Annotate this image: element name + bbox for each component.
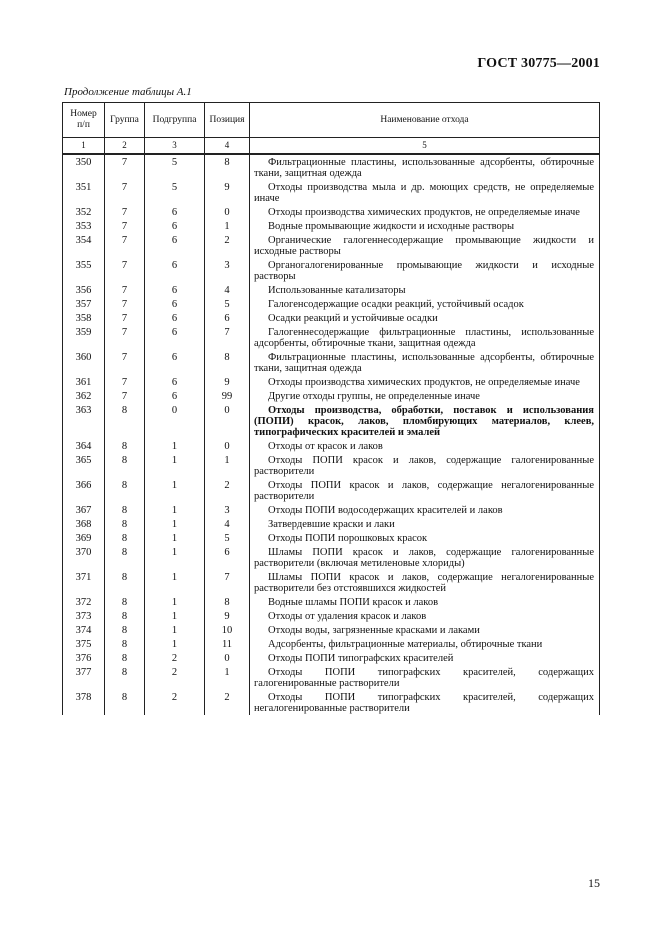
- table-row: [63, 665, 600, 690]
- row-group: 7: [105, 258, 145, 283]
- row-group: 7: [105, 311, 145, 325]
- row-number: 352: [63, 205, 105, 219]
- row-position: 8: [205, 154, 250, 180]
- row-number: 365: [63, 453, 105, 478]
- header-number: Номер п/п: [63, 103, 105, 138]
- row-subgroup: 1: [145, 545, 205, 570]
- row-subgroup: 6: [145, 350, 205, 375]
- table-row: [63, 570, 600, 595]
- row-number: 362: [63, 389, 105, 403]
- waste-table: [62, 102, 600, 715]
- row-subgroup: 5: [145, 154, 205, 180]
- column-number-5: 5: [250, 138, 600, 155]
- row-position: 10: [205, 623, 250, 637]
- row-subgroup: 5: [145, 180, 205, 205]
- row-waste-name: Осадки реакций и устойчивые осадки: [250, 311, 600, 325]
- row-number: 367: [63, 503, 105, 517]
- row-waste-name: Использованные катализаторы: [250, 283, 600, 297]
- row-position: 8: [205, 350, 250, 375]
- row-position: 1: [205, 665, 250, 690]
- row-position: 1: [205, 219, 250, 233]
- row-number: 355: [63, 258, 105, 283]
- column-number-3: 3: [145, 138, 205, 155]
- row-waste-name: Органогалогенированные промывающие жидкости и исходные растворы: [250, 258, 600, 283]
- row-subgroup: 1: [145, 595, 205, 609]
- column-number-4: 4: [205, 138, 250, 155]
- row-waste-name: Другие отходы группы, не определенные иначе: [250, 389, 600, 403]
- row-subgroup: 6: [145, 283, 205, 297]
- table-row: [63, 350, 600, 375]
- row-subgroup: 1: [145, 637, 205, 651]
- table-row: [63, 311, 600, 325]
- row-waste-name: Отходы ПОПИ типографских красителей: [250, 651, 600, 665]
- row-subgroup: 2: [145, 690, 205, 715]
- row-subgroup: 1: [145, 609, 205, 623]
- table-row: [63, 453, 600, 478]
- header-waste-name: Наименование отхода: [250, 103, 600, 138]
- table-caption: Продолжение таблицы А.1: [64, 86, 192, 98]
- row-waste-name: Отходы от красок и лаков: [250, 439, 600, 453]
- row-waste-name: Отходы ПОПИ водосодержащих красителей и лаков: [250, 503, 600, 517]
- row-position: 9: [205, 375, 250, 389]
- row-group: 7: [105, 219, 145, 233]
- row-number: 357: [63, 297, 105, 311]
- row-number: 373: [63, 609, 105, 623]
- row-subgroup: 0: [145, 403, 205, 439]
- row-subgroup: 1: [145, 478, 205, 503]
- row-waste-name: Водные промывающие жидкости и исходные растворы: [250, 219, 600, 233]
- row-group: 8: [105, 545, 145, 570]
- row-waste-name: Отходы ПОПИ порошковых красок: [250, 531, 600, 545]
- row-group: 8: [105, 439, 145, 453]
- row-group: 8: [105, 478, 145, 503]
- row-waste-name: Галогеннесодержащие фильтрационные пластины, использованные адсорбенты, обтирочные ткани, защитная одежда: [250, 325, 600, 350]
- row-position: 99: [205, 389, 250, 403]
- row-waste-name: Отходы производства химических продуктов, не определяемые иначе: [250, 375, 600, 389]
- table-column-numbers-row: [63, 138, 600, 155]
- row-group: 7: [105, 375, 145, 389]
- row-subgroup: 1: [145, 439, 205, 453]
- table-row: [63, 637, 600, 651]
- row-group: 7: [105, 154, 145, 180]
- row-position: 6: [205, 545, 250, 570]
- row-group: 8: [105, 651, 145, 665]
- row-waste-name: Галогенсодержащие осадки реакций, устойчивый осадок: [250, 297, 600, 311]
- table-row: [63, 180, 600, 205]
- row-waste-name: Адсорбенты, фильтрационные материалы, обтирочные ткани: [250, 637, 600, 651]
- row-position: 4: [205, 283, 250, 297]
- row-subgroup: 2: [145, 651, 205, 665]
- row-number: 370: [63, 545, 105, 570]
- table-row: [63, 503, 600, 517]
- row-waste-name: Отходы ПОПИ красок и лаков, содержащие галогенированные растворители: [250, 453, 600, 478]
- row-group: 8: [105, 609, 145, 623]
- row-position: 4: [205, 517, 250, 531]
- row-group: 8: [105, 517, 145, 531]
- row-waste-name: Отходы производства химических продуктов, не определяемые иначе: [250, 205, 600, 219]
- table-row: [63, 545, 600, 570]
- header-subgroup: Подгруппа: [145, 103, 205, 138]
- row-number: 363: [63, 403, 105, 439]
- row-group: 7: [105, 283, 145, 297]
- row-group: 7: [105, 180, 145, 205]
- row-number: 368: [63, 517, 105, 531]
- row-number: 371: [63, 570, 105, 595]
- row-number: 366: [63, 478, 105, 503]
- table-row: [63, 439, 600, 453]
- row-group: 8: [105, 595, 145, 609]
- table-body: [63, 154, 600, 715]
- page-number: 15: [588, 876, 600, 890]
- row-waste-name: Органические галогеннесодержащие промывающие жидкости и исходные растворы: [250, 233, 600, 258]
- row-group: 7: [105, 325, 145, 350]
- row-position: 2: [205, 690, 250, 715]
- row-waste-name: Шламы ПОПИ красок и лаков, содержащие галогенированные растворители (включая метиленовые хлориды): [250, 545, 600, 570]
- row-position: 9: [205, 609, 250, 623]
- row-waste-name: Отходы воды, загрязненные красками и лаками: [250, 623, 600, 637]
- row-number: 372: [63, 595, 105, 609]
- row-number: 356: [63, 283, 105, 297]
- row-position: 1: [205, 453, 250, 478]
- row-group: 7: [105, 389, 145, 403]
- table-row: [63, 478, 600, 503]
- row-subgroup: 6: [145, 233, 205, 258]
- row-waste-name: Отходы производства мыла и др. моющих средств, не определяемые иначе: [250, 180, 600, 205]
- table-row: [63, 258, 600, 283]
- table-header-row: [63, 103, 600, 138]
- row-number: 378: [63, 690, 105, 715]
- row-waste-name: Отходы ПОПИ красок и лаков, содержащие негалогенированные растворители: [250, 478, 600, 503]
- table-row: [63, 154, 600, 180]
- row-position: 8: [205, 595, 250, 609]
- row-waste-name: Отходы от удаления красок и лаков: [250, 609, 600, 623]
- row-subgroup: 6: [145, 311, 205, 325]
- row-subgroup: 6: [145, 205, 205, 219]
- table-row: [63, 595, 600, 609]
- row-number: 350: [63, 154, 105, 180]
- row-number: 375: [63, 637, 105, 651]
- row-position: 6: [205, 311, 250, 325]
- row-position: 7: [205, 570, 250, 595]
- row-group: 8: [105, 570, 145, 595]
- row-position: 5: [205, 531, 250, 545]
- document-code: ГОСТ 30775—2001: [477, 56, 600, 71]
- column-number-1: 1: [63, 138, 105, 155]
- row-position: 0: [205, 205, 250, 219]
- row-waste-name: Отходы производства, обработки, поставок и использования (ПОПИ) красок, лаков, пломбирующих материалов, клеев, типографических красителей и эмалей: [250, 403, 600, 439]
- row-group: 8: [105, 453, 145, 478]
- row-subgroup: 6: [145, 389, 205, 403]
- row-number: 374: [63, 623, 105, 637]
- row-subgroup: 1: [145, 517, 205, 531]
- header-position: Позиция: [205, 103, 250, 138]
- table-row: [63, 609, 600, 623]
- row-position: 11: [205, 637, 250, 651]
- row-position: 2: [205, 233, 250, 258]
- table-row: [63, 297, 600, 311]
- table-row: [63, 283, 600, 297]
- row-subgroup: 1: [145, 570, 205, 595]
- row-position: 7: [205, 325, 250, 350]
- row-group: 7: [105, 233, 145, 258]
- header-group: Группа: [105, 103, 145, 138]
- row-waste-name: Шламы ПОПИ красок и лаков, содержащие негалогенированные растворители без отстоявшихся жидкостей: [250, 570, 600, 595]
- row-subgroup: 6: [145, 297, 205, 311]
- row-subgroup: 2: [145, 665, 205, 690]
- row-group: 8: [105, 503, 145, 517]
- row-number: 359: [63, 325, 105, 350]
- row-subgroup: 1: [145, 503, 205, 517]
- row-number: 377: [63, 665, 105, 690]
- row-number: 376: [63, 651, 105, 665]
- row-position: 3: [205, 503, 250, 517]
- row-position: 5: [205, 297, 250, 311]
- row-position: 2: [205, 478, 250, 503]
- table-row: [63, 517, 600, 531]
- table-row: [63, 623, 600, 637]
- row-subgroup: 6: [145, 219, 205, 233]
- row-number: 369: [63, 531, 105, 545]
- row-waste-name: Отходы ПОПИ типографских красителей, содержащих галогенированные растворители: [250, 665, 600, 690]
- row-position: 0: [205, 439, 250, 453]
- row-number: 353: [63, 219, 105, 233]
- row-group: 8: [105, 637, 145, 651]
- table-row: [63, 389, 600, 403]
- table-row: [63, 651, 600, 665]
- row-group: 7: [105, 205, 145, 219]
- row-group: 8: [105, 403, 145, 439]
- row-group: 8: [105, 665, 145, 690]
- table-row: [63, 325, 600, 350]
- row-number: 361: [63, 375, 105, 389]
- row-number: 358: [63, 311, 105, 325]
- row-position: 3: [205, 258, 250, 283]
- row-waste-name: Фильтрационные пластины, использованные адсорбенты, обтирочные ткани, защитная одежда: [250, 350, 600, 375]
- row-group: 8: [105, 623, 145, 637]
- row-subgroup: 1: [145, 453, 205, 478]
- row-group: 7: [105, 350, 145, 375]
- table-row: [63, 233, 600, 258]
- table-row: [63, 690, 600, 715]
- table-row: [63, 375, 600, 389]
- row-position: 0: [205, 403, 250, 439]
- row-group: 7: [105, 297, 145, 311]
- row-waste-name: Водные шламы ПОПИ красок и лаков: [250, 595, 600, 609]
- table-row: [63, 531, 600, 545]
- row-subgroup: 6: [145, 375, 205, 389]
- row-position: 0: [205, 651, 250, 665]
- table-row: [63, 219, 600, 233]
- row-number: 351: [63, 180, 105, 205]
- row-number: 360: [63, 350, 105, 375]
- row-waste-name: Отходы ПОПИ типографских красителей, содержащих негалогенированные растворители: [250, 690, 600, 715]
- row-position: 9: [205, 180, 250, 205]
- row-subgroup: 1: [145, 531, 205, 545]
- row-subgroup: 1: [145, 623, 205, 637]
- row-group: 8: [105, 531, 145, 545]
- row-subgroup: 6: [145, 258, 205, 283]
- table-row: [63, 403, 600, 439]
- column-number-2: 2: [105, 138, 145, 155]
- row-waste-name: Затвердевшие краски и лаки: [250, 517, 600, 531]
- row-group: 8: [105, 690, 145, 715]
- row-waste-name: Фильтрационные пластины, использованные адсорбенты, обтирочные ткани, защитная одежда: [250, 154, 600, 180]
- row-subgroup: 6: [145, 325, 205, 350]
- row-number: 364: [63, 439, 105, 453]
- row-number: 354: [63, 233, 105, 258]
- table-row: [63, 205, 600, 219]
